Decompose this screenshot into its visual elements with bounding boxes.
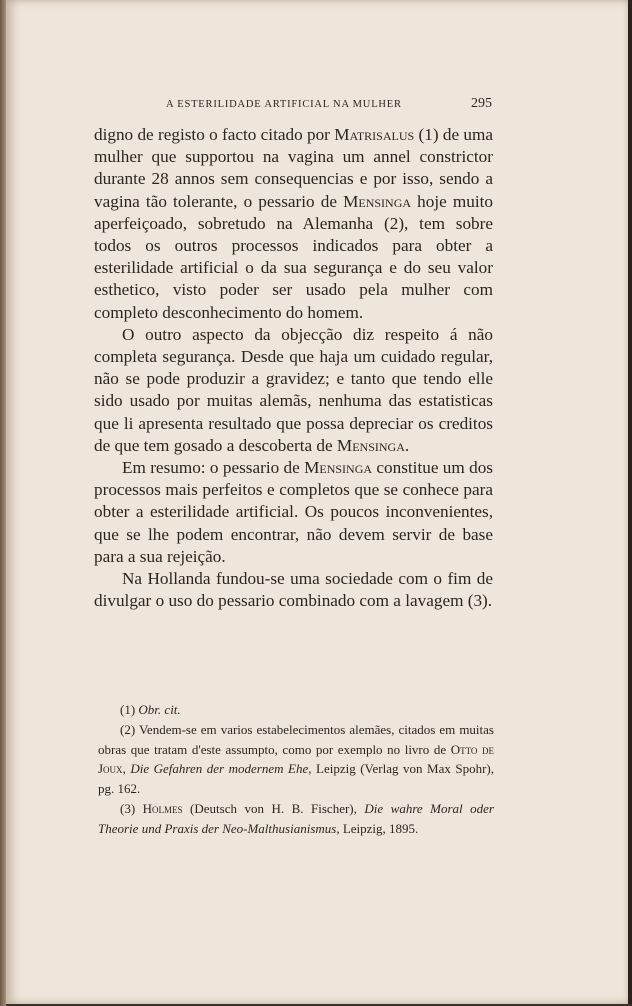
footnote-3	[98, 799, 494, 839]
running-title: A ESTERILIDADE ARTIFICIAL NA MULHER	[166, 99, 402, 110]
main-text	[94, 124, 493, 612]
author-name: Matrisalus	[334, 125, 415, 144]
paragraph-1-text-b: (1) de uma mulher que supportou na vagina um annel constrictor durante 28 annos sem consequencias e por isso, sendo a vagina tão tolerante, o pessario de	[94, 125, 493, 211]
author-name: Mensinga	[336, 435, 405, 455]
footnote-2-text-c: , Leipzig (Verlag von Max Spohr), pg. 162.	[98, 761, 495, 797]
paragraph-1-text-c: hoje muito aperfeiçoado, sobretudo na Alemanha (2), tem sobre todos os outros processos indicados para obter a esterilidade artificial o da sua segurança e do seu valor esthetico, visto poder ser usado pela mulher com completo desconhecimento do homem.	[94, 191, 494, 322]
paragraph-1-text-a: digno de registo o facto citado por	[94, 125, 335, 144]
book-page	[6, 0, 628, 1004]
footnote-2-text-b: ,	[122, 761, 131, 777]
footnote-1-marker: (1)	[120, 702, 139, 717]
footnotes	[98, 700, 494, 839]
running-header	[166, 96, 492, 112]
author-name: Mensinga	[304, 458, 373, 478]
author-name: Otto de Joux	[98, 741, 494, 777]
paragraph-3-text-b: constitue um dos processos mais perfeitos e completos que se conhece para obter a esterilidade artificial. Os poucos inconvenientes, que se lhe podem encontrar, não devem servir de base para a sua rejeição.	[94, 458, 493, 566]
book-title: Die Gefahren der modernem Ehe	[130, 761, 309, 777]
footnote-3-text-a: (3)	[120, 800, 143, 816]
paragraph-3-text-a: Em resumo: o pessario de	[122, 458, 305, 478]
footnote-1-citation: Obr. cit.	[138, 702, 181, 717]
footnote-1	[98, 700, 494, 720]
paragraph-2-text-a: O outro aspecto da objecção diz respeito á não completa segurança. Desde que haja um cuidado regular, não se pode produzir a gravidez; e tanto que tendo elle sido usado por muitas alemãs, nenhuma das estatisticas que li apresenta resultado que possa depreciar os creditos de que tem gosado a descoberta de	[94, 324, 493, 455]
footnote-3-text-c: , Leipzig, 1895.	[336, 820, 419, 836]
paragraph-4: Na Hollanda fundou-se uma sociedade com o fim de divulgar o uso do pessario combinado com a lavagem (3).	[94, 569, 493, 611]
book-title: Die wahre Moral oder Theorie und Praxis der Neo-Malthusianismus	[98, 800, 494, 836]
footnote-2-text-a: (2) Vendem-se em varios estabelecimentos alemães, citados em muitas obras que tratam d'este assumpto, como por exemplo no livro de	[98, 721, 494, 757]
paragraph-2-text-b: .	[404, 435, 410, 455]
author-name: Holmes	[142, 800, 183, 816]
page-number: 295	[471, 96, 492, 111]
paragraph-3	[94, 457, 493, 568]
footnote-3-text-b: (Deutsch von H. B. Fischer),	[182, 800, 365, 816]
author-name: Mensinga	[343, 191, 412, 211]
paragraph-1	[94, 124, 493, 324]
paragraph-2	[94, 324, 493, 457]
footnote-2	[98, 720, 494, 799]
